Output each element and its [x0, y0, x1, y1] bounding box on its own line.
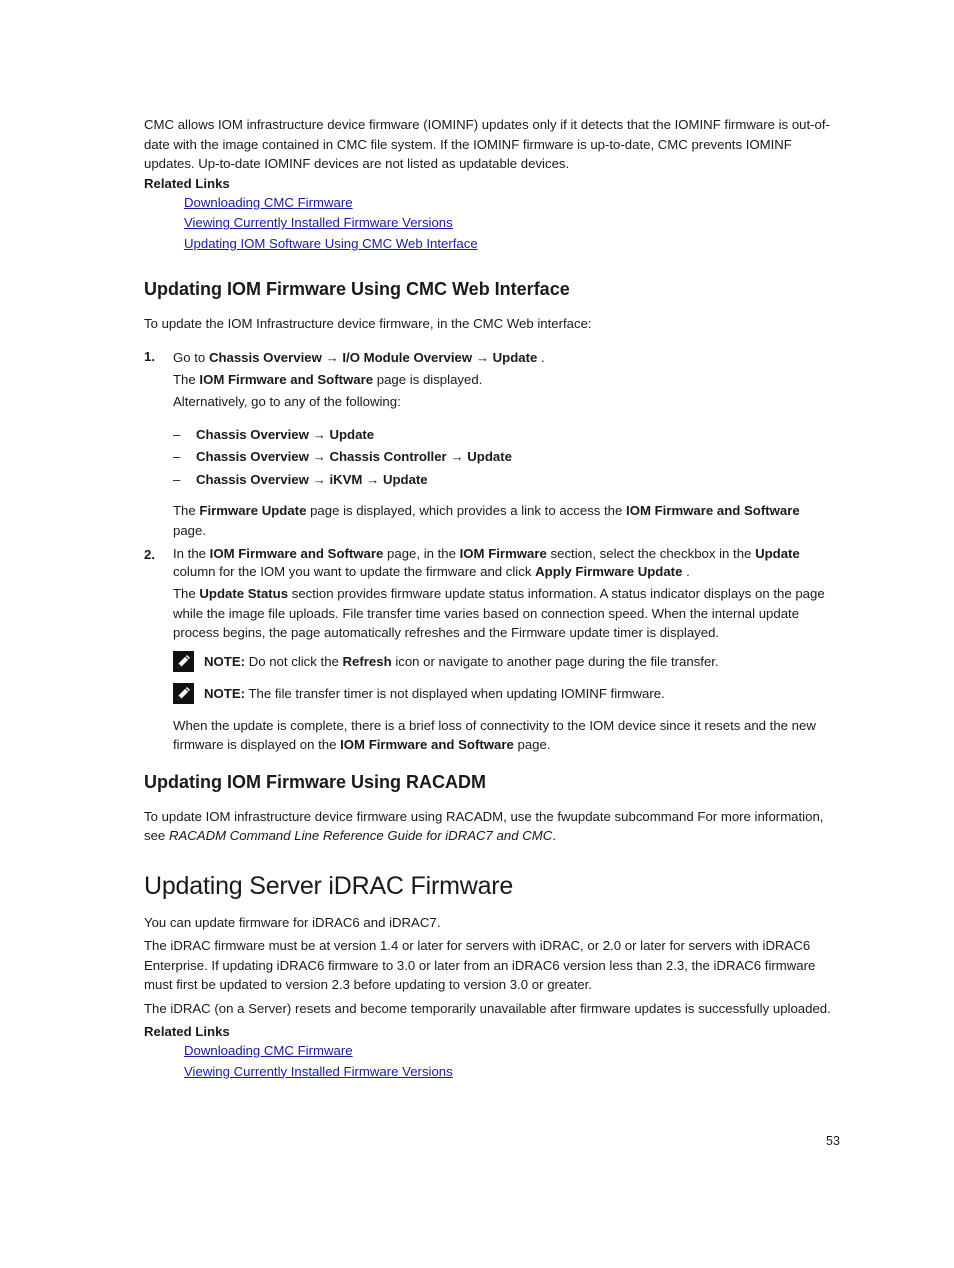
alt-path-item: – Chassis Overview → Update	[173, 426, 375, 442]
section-heading-racadm: Updating IOM Firmware Using RACADM	[144, 771, 487, 792]
idrac-paragraph-3: The iDRAC (on a Server) resets and become temporarily unavailable after firmware updates is successfully uploaded.	[144, 1000, 831, 1016]
link-downloading-cmc-firmware[interactable]: Downloading CMC Firmware	[184, 1043, 353, 1058]
step-1	[144, 347, 836, 542]
related-links-label: Related Links	[144, 175, 230, 191]
note-pencil-icon	[173, 683, 194, 704]
related-links-label: Related Links	[144, 1024, 230, 1039]
intro-paragraph: CMC allows IOM infrastructure device firmware (IOMINF) updates only if it detects that the IOMINF firmware is out-of-date with the image contained in CMC file system. If the IOMINF firmware is up-to-date, CMC prevents IOMINF updates. Up-to-date IOMINF devices are not listed as updatable devices.	[144, 117, 830, 171]
link-downloading-cmc-firmware[interactable]: Downloading CMC Firmware	[184, 194, 353, 210]
idrac-paragraph-2: The iDRAC firmware must be at version 1.4 or later for servers with iDRAC, or 2.0 or later for servers with iDRAC6 Enterprise. If updating iDRAC6 firmware to 3.0 or later from an iDRAC6 version less than 2.3, the iDRAC6 firmware must first be updated to version 2.3 before updating to version 3.0 or greater.	[144, 938, 816, 992]
link-viewing-installed-firmware[interactable]: Viewing Currently Installed Firmware Versions	[184, 1063, 453, 1079]
racadm-paragraph: To update IOM infrastructure device firmware using RACADM, use the fwupdate subcommand For more information, see RACADM Command Line Reference Guide for iDRAC7 and CMC.	[144, 808, 824, 843]
section-heading-idrac: Updating Server iDRAC Firmware	[144, 871, 514, 900]
update-status-text: The Update Status section provides firmware update status information. A status indicator displays on the page while the image file uploads. File transfer time varies based on connection speed. When the internal update process begins, the page automatically refreshes and the Firmware update timer is displayed.	[173, 586, 825, 640]
alt-path-item: – Chassis Overview → iKVM → Update	[173, 471, 428, 487]
alt-path-item: – Chassis Overview → Chassis Controller → Update	[173, 449, 512, 464]
step-number: 2.	[144, 547, 155, 562]
step-1-displayed: The IOM Firmware and Software page is displayed.	[173, 371, 483, 387]
web-section-intro: To update the IOM Infrastructure device firmware, in the CMC Web interface:	[144, 316, 592, 331]
alternative-paths-list	[173, 424, 836, 492]
update-complete-text: When the update is complete, there is a brief loss of connectivity to the IOM device since it resets and the new firmware is displayed on the IOM Firmware and Software page.	[173, 717, 816, 752]
section-heading-web-interface: Updating IOM Firmware Using CMC Web Interface	[144, 279, 570, 299]
note-pencil-icon	[173, 651, 194, 672]
link-updating-iom-software[interactable]: Updating IOM Software Using CMC Web Interface	[184, 235, 478, 251]
document-page	[144, 115, 836, 1082]
step-number: 1.	[144, 348, 155, 364]
step-1-alternatively: Alternatively, go to any of the following:	[173, 394, 401, 409]
idrac-paragraph-1: You can update firmware for iDRAC6 and iDRAC7.	[144, 914, 441, 930]
related-links-list	[184, 193, 836, 255]
related-links-list	[184, 1041, 836, 1082]
step-2	[144, 545, 836, 755]
page-number: 53	[826, 1134, 840, 1148]
step-1-instruction: Go to Chassis Overview → I/O Module Overview → Update .	[173, 349, 545, 365]
link-viewing-installed-firmware[interactable]: Viewing Currently Installed Firmware Versions	[184, 215, 453, 230]
note-1: NOTE: Do not click the Refresh icon or navigate to another page during the file transfer.	[173, 652, 836, 672]
firmware-update-page-text: The Firmware Update page is displayed, which provides a link to access the IOM Firmware and Software page.	[173, 503, 800, 538]
step-2-instruction: In the IOM Firmware and Software page, in the IOM Firmware section, select the checkbox in the Update column for the IOM you want to update the firmware and click Apply Firmware Update .	[173, 546, 800, 579]
note-2: NOTE: The file transfer timer is not displayed when updating IOMINF firmware.	[173, 684, 836, 704]
